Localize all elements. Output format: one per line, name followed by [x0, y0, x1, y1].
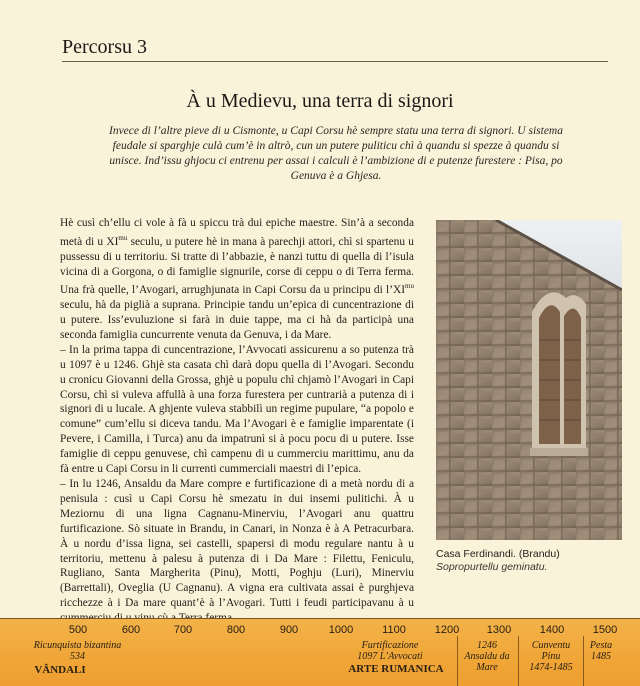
event-cunventu — [519, 640, 583, 673]
photo-caption — [436, 548, 626, 574]
section-divider — [62, 61, 608, 62]
event-ansaldu-label: Ansaldu da — [464, 651, 510, 662]
event-cunventu-place: Pinu — [541, 651, 561, 662]
chapter-title: À u Medievu, una terra di signori — [186, 90, 454, 112]
paragraph-3: – In lu 1246, Ansaldu da Mare compre e furtificazione di a metà nordu di a penisula : cusì u Capi Corsu hè smezatu in dui insemi pulitichi. À u Meziornu di una ligna Cagnanu-Minerviu, l’Avogari anu quattru furtificazione. Sò situate in Brandu, in Canari, in Nonza è à A Petracurbara. À u nordu d’issa ligna, sei castelli, spapersi di modu regulare nantu à u territoriu, mettenu à palesu à putenza di i Da Mare : Filettu, Feniculu, Rugliano, Santa Margherita (Pinu), Motti, Poghju (Luri), Minerviu (Barrettali), Oveglia (U Cagnanu). A vigna era cultivata assai è purghjeva ricchezze à i Da mare quant’è à l’Avogari. Tutti i feudi participavanu à u — [60, 478, 414, 610]
tick-label: 1400 — [539, 624, 565, 636]
event-pesta-year: 1485 — [591, 651, 611, 662]
tick-label: 1300 — [486, 624, 512, 636]
era-vandali: VÂNDALI — [34, 664, 86, 676]
event-pesta-label: Pesta — [589, 640, 613, 651]
tick-label: 500 — [68, 624, 88, 636]
tick-label: 900 — [279, 624, 299, 636]
event-avvocati-label: 1097 L’Avvocati — [357, 651, 423, 662]
event-furtificazione-label: Furtificazione — [361, 640, 419, 651]
event-furtificazione — [330, 640, 450, 662]
event-ansaldu-year: 1246 — [477, 640, 497, 651]
timeline-axis — [0, 618, 640, 619]
event-ricunquista-year: 534 — [70, 651, 85, 662]
tick-label: 1500 — [592, 624, 618, 636]
event-ricunquista — [20, 640, 135, 662]
intro-paragraph: Invece di l’altre pieve di u Cismonte, u Capi Corsu hè sempre statu una terra di signori. U sistema feudale si sparghje culà cum’è in altrò, cun un putere puliticu chì à quandu si spezze à quandu si unisce. Ind’issu ghjocu ci entrenu per assai i calculi è l’ambizione di e putenze furestere : Pisa, po Genuva è a Ghjesa. — [109, 125, 563, 182]
event-cunventu-label: Cunventu — [531, 640, 571, 651]
photo-casa-ferdinandi — [436, 220, 622, 540]
tick-label: 800 — [226, 624, 246, 636]
tick-label: 1100 — [382, 624, 406, 636]
section-title: Percorsu 3 — [62, 36, 147, 58]
body-text — [60, 216, 414, 626]
caption-subtitle: Sopropurtellu geminatu. — [436, 561, 548, 573]
tick-label: 700 — [173, 624, 193, 636]
paragraph-1 — [60, 216, 414, 343]
era-arte-rumanica: ARTE RUMANICA — [348, 663, 444, 675]
tick-label: 1200 — [434, 624, 460, 636]
paragraph-1-part-c: seculu, hà da piglià a suprana. Principie tandu un’epica di cuncentrazione di u putere. Iss’evuluzione si farà in duie tappe, ma ci hà da participà una seconda famiglia cuncurrente venuta da Genuva, i da Mare. — [60, 299, 414, 341]
stone-wall-window-illustration — [436, 220, 622, 540]
century-numeral: XI — [393, 284, 406, 297]
caption-title: Casa Ferdinandi. (Brandu) — [436, 548, 560, 560]
paragraph-2: – In la prima tappa di cuncentrazione, l’Avvocati assicurenu a so putenza trà u 1097 è u 1246. Ghjè sta casata chì darà dopu quella di l’Avogari. Secondu u cronicu Giovanni della Grossa, ghjè u populu chì chjamò l’Avogari in Capi Corsu, chì si vuleva affullà à una forza furestera per cuntrarià a putenza di i signori di u lucale. A ghjente vuleva stabbilì un regime pupulare, “a popolo e comune” cum’ellu si diceva tandu. Ma l’Avogari è e famiglie imparentate (i Pevere, i Camilla, i Turca) anu da impatrunì si à pocu pocu di u putere. Isse famiglie di ceppu genuvese, chì campenu di u cummerciu marittimu, anu da fà entre u Capi Corsu in li currenti cummerciali maestri di l’epica. — [60, 343, 414, 476]
event-cunventu-years: 1474-1485 — [529, 662, 573, 673]
century-suffix: mu — [118, 233, 128, 242]
event-ricunquista-label: Ricunquista bizantina — [33, 640, 122, 651]
event-ansaldu — [458, 640, 516, 673]
tick-label: 1000 — [328, 624, 354, 636]
paragraph-1-part-b: seculu, u putere hè in mana à parechji attori, chì si spartenu u pussessu di u territoriu. Si tratte di l’abbazie, è nanzi tuttu di quella di l’isula vicina di a Gorgona, o di famiglie signurile, corse di ceppu o di Terra ferma. Una frà quelle, l’Avogari, arrughjunata in Capi Corsu da u principu di l’ — [60, 235, 414, 297]
paragraph-1-part-a: Hè cusì ch’ellu ci vole à fà u spiccu trà dui epiche maestre. Sin’à a seconda metà di u — [60, 217, 414, 248]
century-suffix: mu — [405, 282, 414, 291]
event-ansaldu-label-2: Mare — [476, 662, 498, 673]
event-pesta — [584, 640, 618, 662]
century-numeral: XI — [106, 235, 119, 248]
tick-label: 600 — [121, 624, 141, 636]
